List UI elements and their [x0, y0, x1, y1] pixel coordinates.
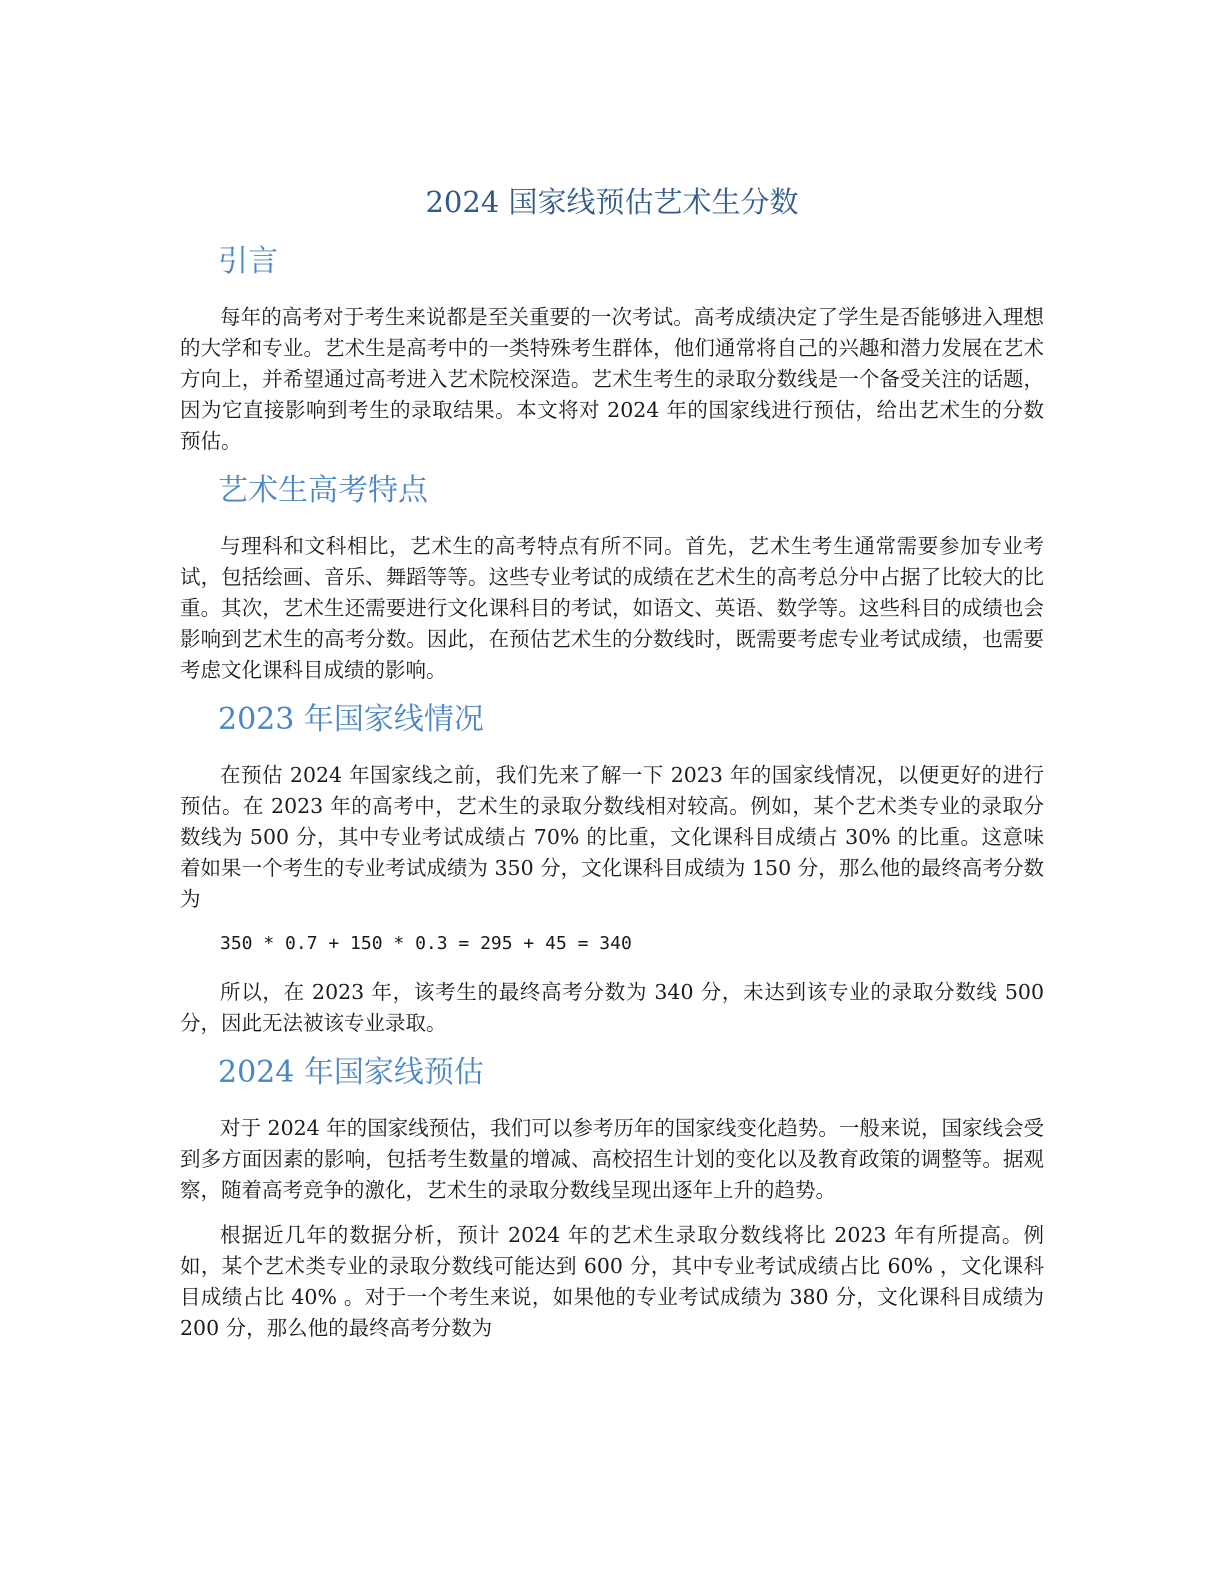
paragraph: 对于 2024 年的国家线预估，我们可以参考历年的国家线变化趋势。一般来说，国家线会受到多方面因素的影响，包括考生数量的增减、高校招生计划的变化以及教育政策的调整等。据观察，随着高考竞争的激化，艺术生的录取分数线呈现出逐年上升的趋势。 [180, 1116, 1044, 1202]
section-heading: 艺术生高考特点 [218, 473, 428, 508]
section-heading: 2024 年国家线预估 [218, 1055, 484, 1090]
section-art-student-features [180, 471, 1044, 686]
section-2024-estimate [180, 1053, 1044, 1344]
section-2023-national-line [180, 700, 1044, 1039]
paragraph: 与理科和文科相比，艺术生的高考特点有所不同。首先，艺术生考生通常需要参加专业考试，包括绘画、音乐、舞蹈等等。这些专业考试的成绩在艺术生的高考总分中占据了比较大的比重。其次，艺术生还需要进行文化课科目的考试，如语文、英语、数学等。这些科目的成绩也会影响到艺术生的高考分数。因此，在预估艺术生的分数线时，既需要考虑专业考试成绩，也需要考虑文化课科目成绩的影响。 [180, 534, 1044, 682]
section-introduction [180, 242, 1044, 457]
section-heading: 2023 年国家线情况 [218, 702, 484, 737]
paragraph: 每年的高考对于考生来说都是至关重要的一次考试。高考成绩决定了学生是否能够进入理想的大学和专业。艺术生是高考中的一类特殊考生群体，他们通常将自己的兴趣和潜力发展在艺术方向上，并希望通过高考进入艺术院校深造。艺术生考生的录取分数线是一个备受关注的话题，因为它直接影响到考生的录取结果。本文将对 2024 年的国家线进行预估，给出艺术生的分数预估。 [180, 305, 1044, 453]
score-formula: 350 * 0.7 + 150 * 0.3 = 295 + 45 = 340 [220, 933, 632, 954]
paragraph: 根据近几年的数据分析，预计 2024 年的艺术生录取分数线将比 2023 年有所提高。例如，某个艺术类专业的录取分数线可能达到 600 分，其中专业考试成绩占比 60% ，文化课科目成绩占比 40% 。对于一个考生来说，如果他的专业考试成绩为 380 分，文化课科目成绩为 200 分，那么他的最终高考分数为 [180, 1223, 1044, 1340]
section-heading: 引言 [218, 244, 278, 279]
document-page [180, 180, 1044, 1358]
paragraph: 所以，在 2023 年，该考生的最终高考分数为 340 分，未达到该专业的录取分数线 500 分，因此无法被该专业录取。 [180, 980, 1044, 1035]
paragraph: 在预估 2024 年国家线之前，我们先来了解一下 2023 年的国家线情况，以便更好的进行预估。在 2023 年的高考中，艺术生的录取分数线相对较高。例如，某个艺术类专业的录取分数线为 500 分，其中专业考试成绩占 70% 的比重，文化课科目成绩占 30% 的比重。这意味着如果一个考生的专业考试成绩为 350 分，文化课科目成绩为 150 分，那么他的最终高考分数为 [180, 763, 1044, 911]
document-title: 2024 国家线预估艺术生分数 [425, 185, 799, 219]
